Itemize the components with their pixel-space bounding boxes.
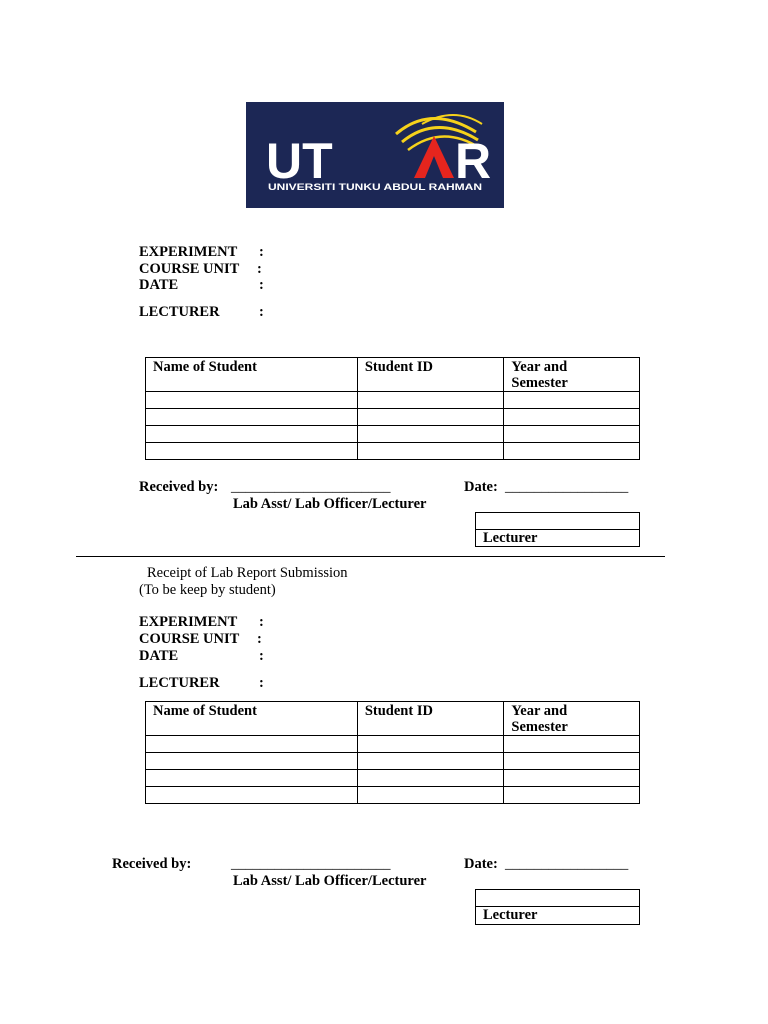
- table-row: [146, 392, 640, 409]
- header-name-of-student: Name of Student: [146, 358, 358, 392]
- lecturer-box-receipt: [475, 906, 640, 925]
- lecturer-colon: :: [259, 675, 264, 691]
- utar-logo: [246, 102, 504, 208]
- experiment-colon: :: [259, 244, 264, 260]
- header-year-semester: Year and Semester: [504, 702, 640, 736]
- name-cell[interactable]: [146, 392, 358, 409]
- id-cell[interactable]: [357, 426, 504, 443]
- experiment-field: [139, 244, 264, 260]
- name-cell[interactable]: [146, 409, 358, 426]
- date-label: DATE: [139, 648, 179, 664]
- table-row: [146, 426, 640, 443]
- lecturer-label: LECTURER: [139, 304, 220, 320]
- date-signature-line[interactable]: _________________: [505, 479, 629, 495]
- header-year-semester: Year and Semester: [504, 358, 640, 392]
- date-signature-label: Date:: [464, 479, 498, 495]
- id-cell[interactable]: [357, 787, 504, 804]
- course-unit-field: [139, 261, 262, 277]
- id-cell[interactable]: [357, 770, 504, 787]
- student-table: [145, 357, 640, 460]
- lecturer-sign-box-receipt[interactable]: [475, 889, 640, 907]
- receipt-note: (To be keep by student): [139, 582, 276, 598]
- received-role: Lab Asst/ Lab Officer/Lecturer: [233, 496, 427, 512]
- experiment-label: EXPERIMENT: [139, 614, 238, 630]
- received-by-line-receipt[interactable]: ______________________: [231, 856, 391, 872]
- lecturer-box-label: Lecturer: [483, 907, 538, 923]
- lecturer-box-label: Lecturer: [483, 530, 538, 546]
- table-row: [146, 770, 640, 787]
- lecturer-label: LECTURER: [139, 675, 220, 691]
- header-student-id: Student ID: [357, 358, 504, 392]
- id-cell[interactable]: [357, 392, 504, 409]
- id-cell[interactable]: [357, 736, 504, 753]
- date-field-receipt: [139, 648, 264, 664]
- year-cell[interactable]: [504, 753, 640, 770]
- id-cell[interactable]: [357, 409, 504, 426]
- course-unit-label: COURSE UNIT: [139, 261, 240, 277]
- year-cell[interactable]: [504, 736, 640, 753]
- date-label: DATE: [139, 277, 179, 293]
- logo-wordmark-u: UT: [266, 133, 333, 189]
- name-cell[interactable]: [146, 770, 358, 787]
- name-cell[interactable]: [146, 753, 358, 770]
- student-table-receipt: [145, 701, 640, 804]
- table-row: [146, 787, 640, 804]
- year-cell[interactable]: [504, 443, 640, 460]
- table-row: [146, 736, 640, 753]
- date-colon: :: [259, 648, 264, 664]
- name-cell[interactable]: [146, 426, 358, 443]
- experiment-field-receipt: [139, 614, 264, 630]
- date-field: [139, 277, 264, 293]
- lecturer-field-receipt: [139, 675, 264, 691]
- experiment-label: EXPERIMENT: [139, 244, 238, 260]
- year-cell[interactable]: [504, 426, 640, 443]
- table-row: [146, 409, 640, 426]
- lecturer-field: [139, 304, 264, 320]
- header-name-of-student: Name of Student: [146, 702, 358, 736]
- table-row: [146, 753, 640, 770]
- lecturer-colon: :: [259, 304, 264, 320]
- experiment-colon: :: [259, 614, 264, 630]
- received-role-receipt: Lab Asst/ Lab Officer/Lecturer: [233, 873, 427, 889]
- header-student-id: Student ID: [357, 702, 504, 736]
- table-header-row: [146, 702, 640, 736]
- cut-line-divider: [76, 556, 665, 557]
- logo-wordmark-r: R: [455, 133, 492, 189]
- date-signature-label-receipt: Date:: [464, 856, 498, 872]
- course-unit-label: COURSE UNIT: [139, 631, 240, 647]
- course-unit-colon: :: [257, 631, 262, 647]
- course-unit-colon: :: [257, 261, 262, 277]
- year-cell[interactable]: [504, 392, 640, 409]
- name-cell[interactable]: [146, 787, 358, 804]
- course-unit-field-receipt: [139, 631, 262, 647]
- year-cell[interactable]: [504, 409, 640, 426]
- received-by-label: Received by:: [139, 479, 219, 495]
- lecturer-sign-box[interactable]: [475, 512, 640, 530]
- receipt-title: Receipt of Lab Report Submission: [147, 565, 348, 581]
- date-signature-line-receipt[interactable]: _________________: [505, 856, 629, 872]
- year-cell[interactable]: [504, 787, 640, 804]
- name-cell[interactable]: [146, 443, 358, 460]
- table-header-row: [146, 358, 640, 392]
- logo-subtitle: UNIVERSITI TUNKU ABDUL RAHMAN: [268, 182, 482, 192]
- name-cell[interactable]: [146, 736, 358, 753]
- received-by-label-receipt: Received by:: [112, 856, 192, 872]
- year-cell[interactable]: [504, 770, 640, 787]
- received-by-line[interactable]: ______________________: [231, 479, 391, 495]
- lecturer-box: [475, 529, 640, 547]
- utar-logo-graphic: [246, 102, 504, 208]
- table-row: [146, 443, 640, 460]
- id-cell[interactable]: [357, 443, 504, 460]
- id-cell[interactable]: [357, 753, 504, 770]
- date-colon: :: [259, 277, 264, 293]
